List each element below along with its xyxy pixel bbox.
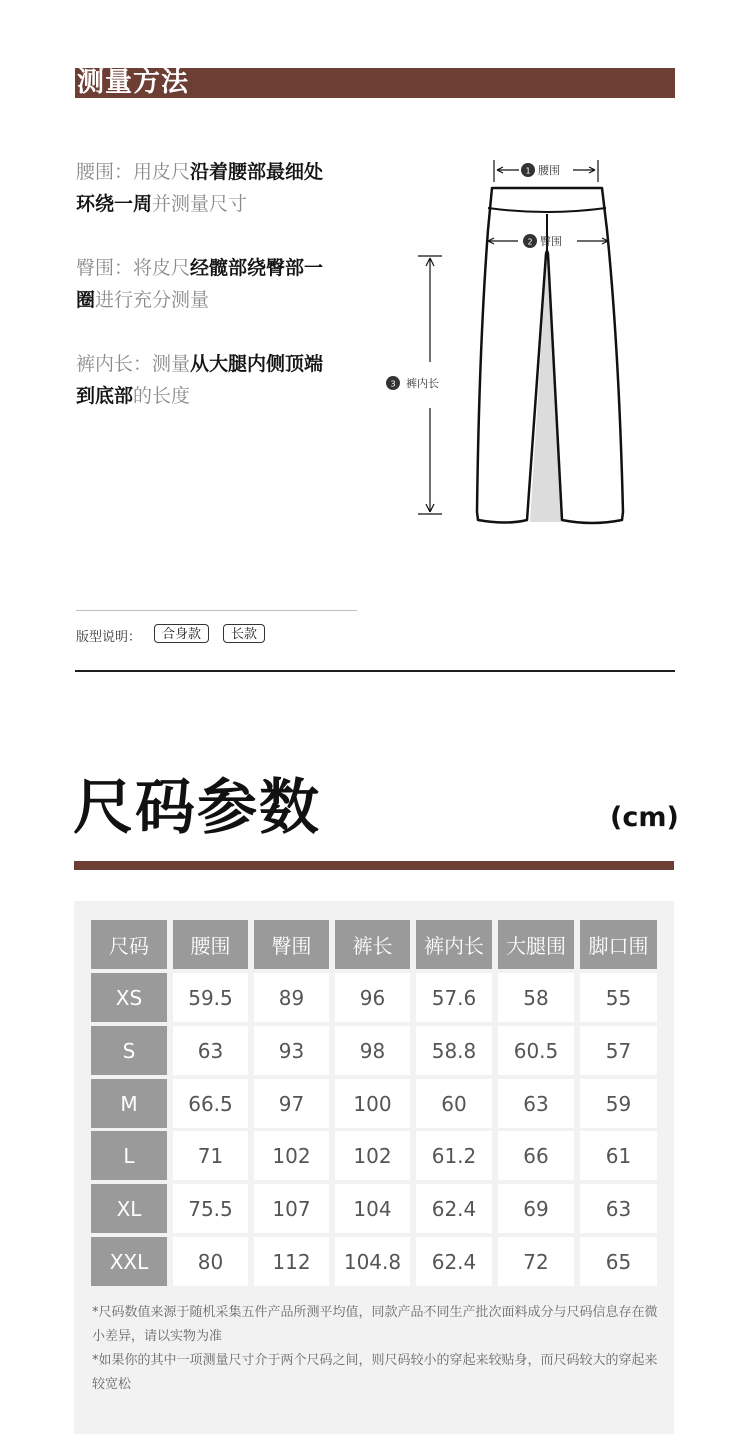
hip-label: 臀围	[540, 235, 562, 248]
table-header-cell: 脚口围	[580, 920, 657, 969]
table-cell: 80	[173, 1237, 248, 1286]
method-inseam	[76, 348, 336, 412]
table-cell: 61.2	[416, 1131, 492, 1180]
table-cell: 59.5	[173, 973, 248, 1022]
method-hip	[76, 252, 336, 316]
table-cell: 63	[498, 1079, 574, 1128]
table-cell: 58	[498, 973, 574, 1022]
table-cell: 89	[254, 973, 329, 1022]
pants-diagram	[380, 150, 640, 530]
table-header-cell: 裤内长	[416, 920, 492, 969]
table-cell: 63	[173, 1026, 248, 1075]
table-header-cell: 尺码	[91, 920, 167, 969]
table-cell: 65	[580, 1237, 657, 1286]
table-cell: 104	[335, 1184, 410, 1233]
size-label-cell: XS	[91, 973, 167, 1022]
method-text: 经髋部绕臀部一圈	[76, 257, 324, 311]
table-header-cell: 臀围	[254, 920, 329, 969]
section-divider	[75, 670, 675, 672]
method-text: 臀围：将皮尺	[76, 257, 191, 279]
table-cell: 60	[416, 1079, 492, 1128]
fit-tag-slim: 合身款	[154, 624, 209, 643]
table-cell: 97	[254, 1079, 329, 1128]
fit-divider	[76, 610, 357, 611]
method-text: 进行充分测量	[95, 289, 210, 311]
method-text: 腰围：用皮尺	[76, 161, 191, 183]
table-cell: 104.8	[335, 1237, 410, 1286]
inseam-label: 裤内长	[406, 377, 439, 390]
fit-tag-long: 长款	[223, 624, 265, 643]
table-cell: 98	[335, 1026, 410, 1075]
table-header-cell: 腰围	[173, 920, 248, 969]
method-text: 并测量尺寸	[152, 193, 248, 215]
table-cell: 57.6	[416, 973, 492, 1022]
table-cell: 63	[580, 1184, 657, 1233]
method-text: 裤内长：测量	[76, 353, 191, 375]
size-label-cell: S	[91, 1026, 167, 1075]
table-header-cell: 大腿围	[498, 920, 574, 969]
table-cell: 112	[254, 1237, 329, 1286]
size-label-cell: XXL	[91, 1237, 167, 1286]
method-waist	[76, 156, 336, 220]
inseam-num: 3	[390, 379, 396, 389]
table-cell: 59	[580, 1079, 657, 1128]
table-cell: 62.4	[416, 1237, 492, 1286]
method-text: 从大腿内侧顶端到底部	[76, 353, 324, 407]
method-text: 沿着腰部最细处环绕一周	[76, 161, 324, 215]
table-cell: 69	[498, 1184, 574, 1233]
waist-num: 1	[525, 166, 531, 176]
table-cell: 102	[254, 1131, 329, 1180]
table-cell: 72	[498, 1237, 574, 1286]
measure-title: 测量方法	[77, 67, 189, 98]
waist-label: 腰围	[538, 164, 560, 177]
table-cell: 62.4	[416, 1184, 492, 1233]
size-label-cell: L	[91, 1131, 167, 1180]
table-cell: 57	[580, 1026, 657, 1075]
table-cell: 71	[173, 1131, 248, 1180]
size-header-bar	[74, 861, 674, 870]
fit-label: 版型说明：	[76, 630, 142, 645]
table-cell: 100	[335, 1079, 410, 1128]
table-cell: 66.5	[173, 1079, 248, 1128]
waistband-line	[488, 208, 606, 212]
table-cell: 75.5	[173, 1184, 248, 1233]
table-header-cell: 裤长	[335, 920, 410, 969]
size-label-cell: XL	[91, 1184, 167, 1233]
table-cell: 61	[580, 1131, 657, 1180]
table-cell: 93	[254, 1026, 329, 1075]
table-cell: 55	[580, 973, 657, 1022]
size-label-cell: M	[91, 1079, 167, 1128]
size-unit: (cm)	[610, 802, 679, 833]
size-note-1: *尺码数值来源于随机采集五件产品所测平均值，同款产品不同生产批次面料成分与尺码信息存在微小差异，请以实物为准	[92, 1305, 658, 1344]
size-title: 尺码参数	[73, 773, 321, 843]
size-note-2: *如果你的其中一项测量尺寸介于两个尺码之间，则尺码较小的穿起来较贴身，而尺码较大的穿起来较宽松	[92, 1353, 658, 1392]
table-cell: 102	[335, 1131, 410, 1180]
table-cell: 60.5	[498, 1026, 574, 1075]
table-cell: 107	[254, 1184, 329, 1233]
table-cell: 58.8	[416, 1026, 492, 1075]
hip-num: 2	[527, 237, 533, 247]
table-cell: 96	[335, 973, 410, 1022]
method-text: 的长度	[133, 385, 191, 407]
table-cell: 66	[498, 1131, 574, 1180]
inner-leg-shade	[530, 254, 561, 522]
